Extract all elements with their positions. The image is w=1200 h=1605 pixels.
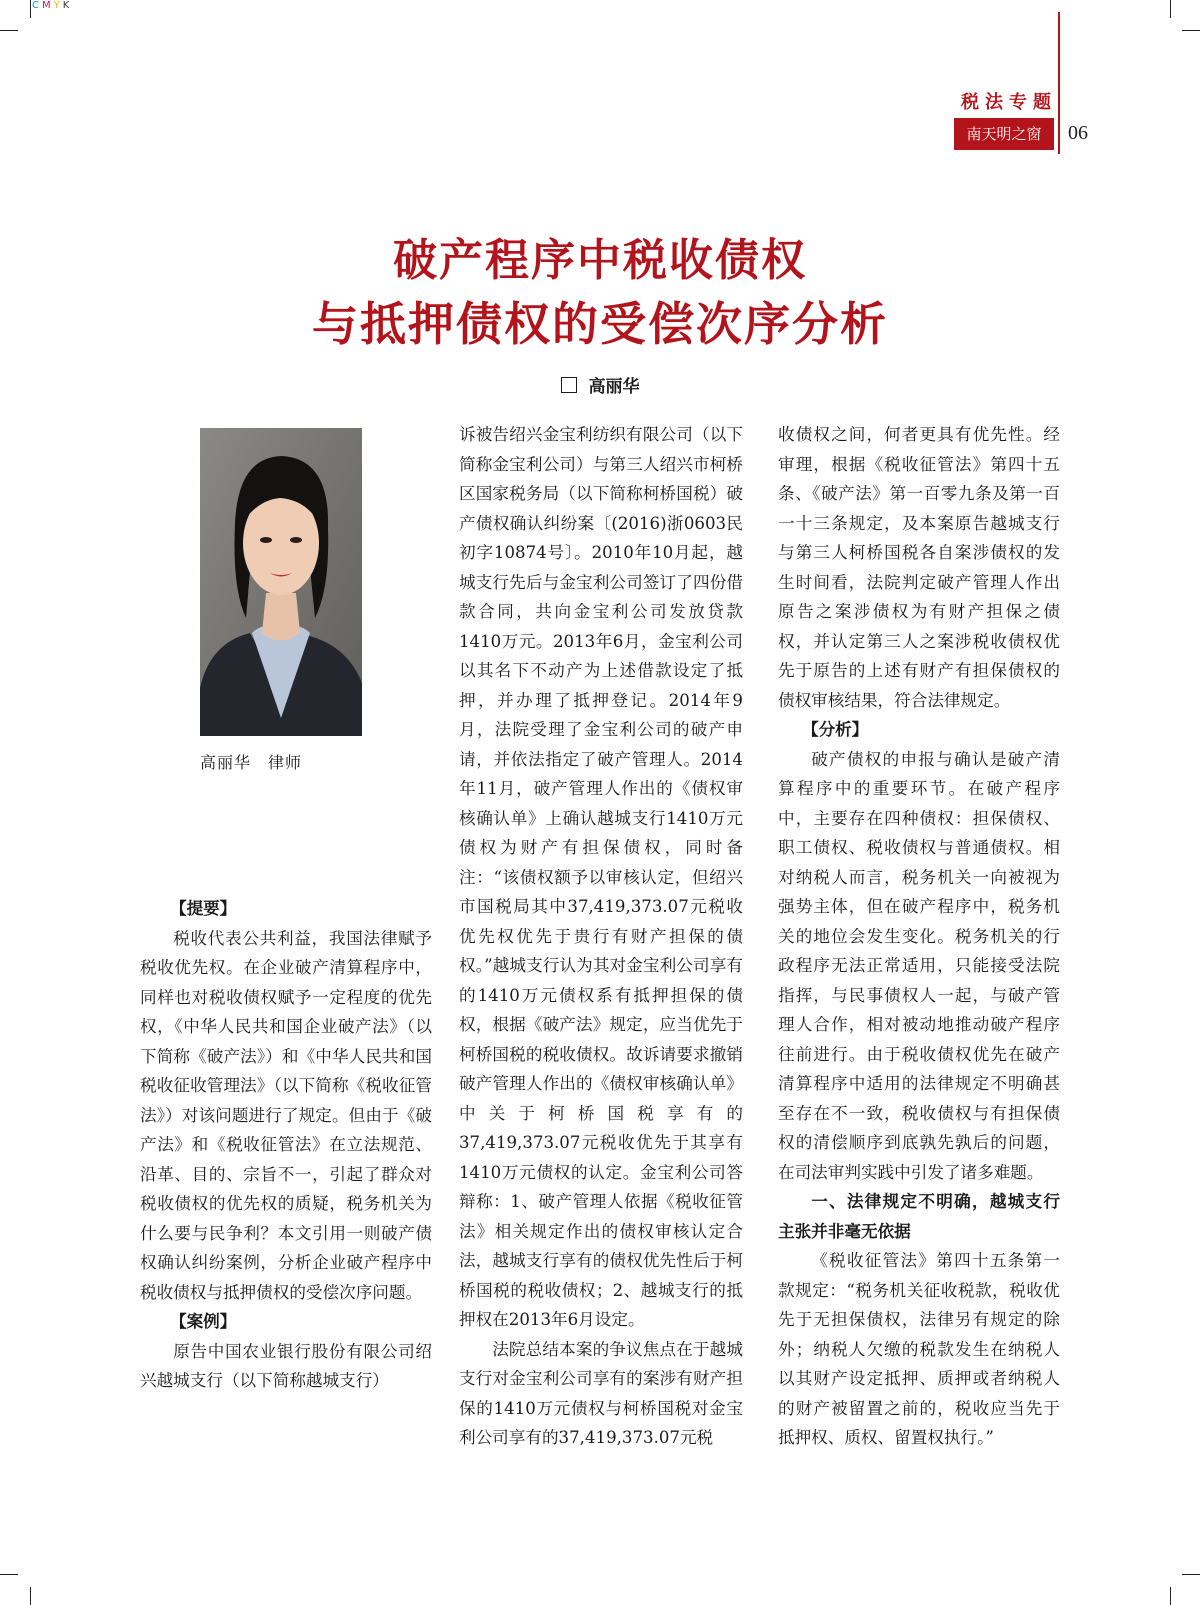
crop-mark-tr-h bbox=[1182, 30, 1200, 31]
cmyk-color-bar bbox=[32, 0, 72, 11]
case-paragraph-start: 原告中国农业银行股份有限公司绍兴越城支行（以下简称越城支行） bbox=[140, 1341, 432, 1390]
section-1-heading: 一、法律规定不明确，越城支行主张并非毫无依据 bbox=[778, 1192, 1060, 1241]
author-photo bbox=[200, 428, 362, 736]
analysis-heading: 【分析】 bbox=[802, 720, 869, 739]
analysis-paragraph: 破产债权的申报与确认是破产清算程序中的重要环节。在破产程序中，主要存在四种债权：担保债权、职工债权、税收债权与普通债权。相对纳税人而言，税务机关一向被视为强势主体，但在破产程序中，税务机关的地位会发生变化。税务机关的行政程序无法正常适用，只能接受法院指挥，与民事债权人一起，与破产管理人合作，相对被动地推动破产程序往前进行。由于税收债权优先在破产清算程序中适用的法律规定不明确甚至存在不一致，税收债权与有担保债权的清偿顺序到底孰先孰后的问题，在司法审判实践中引发了诸多难题。 bbox=[778, 749, 1060, 1182]
crop-mark-br-v bbox=[1170, 1587, 1171, 1605]
crop-mark-bl-h bbox=[0, 1574, 18, 1575]
crop-mark-tl-v bbox=[30, 0, 31, 18]
column-1 bbox=[140, 894, 432, 1396]
court-focus-paragraph: 法院总结本案的争议焦点在于越城支行对金宝利公司享有的案涉有财产担保的1410万元债权与柯桥国税对金宝利公司享有的37,419,373.07元税 bbox=[459, 1339, 743, 1447]
author-name: 高丽华 bbox=[588, 377, 640, 397]
cmyk-m: M bbox=[41, 0, 54, 11]
photo-caption: 高丽华 律师 bbox=[200, 753, 303, 772]
article-title-line2: 与抵押债权的受偿次序分析 bbox=[312, 297, 888, 351]
case-heading: 【案例】 bbox=[170, 1312, 237, 1331]
column-2 bbox=[459, 420, 743, 1453]
case-paragraph-continued: 诉被告绍兴金宝利纺织有限公司（以下简称金宝利公司）与第三人绍兴市柯桥区国家税务局（以下简称柯桥国税）破产债权确认纠纷案〔(2016)浙0603民初字10874号〕。2010年10月起，越城支行先后与金宝利公司签订了四份借款合同，共向金宝利公司发放贷款1410万元。2013年6月，金宝利公司以其名下不动产为上述借款设定了抵押，并办理了抵押登记。2014年9月，法院受理了金宝利公司的破产申请，并依法指定了破产管理人。2014年11月，破产管理人作出的《债权审核确认单》上确认越城支行1410万元债权为财产有担保债权，同时备注：“该债权额予以审核认定，但绍兴市国税局其中37,419,373.07元税收优先权优先于贵行有财产担保的债权。”越城支行认为其对金宝利公司享有的1410万元债权系有抵押担保的债权，根据《破产法》规定，应当优先于柯桥国税的税收债权。故诉请要求撤销破产管理人作出的《债权审核确认单》中关于柯桥国税享有的37,419,373.07元税收优先于其享有1410万元债权的认定。金宝利公司答辩称：1、破产管理人依据《税收征管法》相关规定作出的债权审核认定合法，越城支行享有的债权优先性后于柯桥国税的税收债权；2、越城支行的抵押权在2013年6月设定。 bbox=[459, 425, 743, 1329]
cmyk-c: C bbox=[32, 0, 42, 11]
crop-mark-tl-h bbox=[0, 30, 18, 31]
byline bbox=[0, 372, 1200, 397]
column-3 bbox=[778, 420, 1060, 1453]
cmyk-y: Y bbox=[53, 0, 63, 11]
abstract-body: 税收代表公共利益，我国法律赋予税收优先权。在企业破产清算程序中，同样也对税收债权赋予一定程度的优先权，《中华人民共和国企业破产法》（以下简称《破产法》）和《中华人民共和国税收征收管理法》（以下简称《税收征管法》）对该问题进行了规定。但由于《破产法》和《税收征管法》在立法规范、沿革、目的、宗旨不一，引起了群众对税收债权的优先权的质疑，税务机关为什么要与民争利？本文引用一则破产债权确认纠纷案例，分析企业破产程序中税收债权与抵押债权的受偿次序问题。 bbox=[140, 928, 432, 1302]
page-number: 06 bbox=[1068, 122, 1088, 144]
byline-box-icon bbox=[561, 377, 577, 393]
crop-mark-tr-v bbox=[1170, 0, 1171, 18]
court-focus-continued: 收债权之间，何者更具有优先性。经审理，根据《税收征管法》第四十五条、《破产法》第一百零九条及第一百一十三条规定，及本案原告越城支行与第三人柯桥国税各自案涉债权的发生时间看，法院判定破产管理人作出原告之案涉债权为有财产担保之债权，并认定第三人之案涉税收债权优先于原告的上述有财产有担保债权的债权审核结果，符合法律规定。 bbox=[778, 425, 1060, 710]
crop-mark-bl-v bbox=[30, 1587, 31, 1605]
crop-mark-br-h bbox=[1182, 1574, 1200, 1575]
section-label: 税法专题 bbox=[961, 92, 1057, 113]
abstract-heading: 【提要】 bbox=[170, 899, 237, 918]
law-quote-paragraph: 《税收征管法》第四十五条第一款规定：“税务机关征收税款，税收优先于无担保债权，法律另有规定的除外；纳税人欠缴的税款发生在纳税人以其财产设定抵押、质押或者纳税人的财产被留置之前的，税收应当先于抵押权、质权、留置权执行。” bbox=[778, 1251, 1060, 1447]
cmyk-k: K bbox=[62, 0, 73, 11]
column-name-badge: 南天明之窗 bbox=[954, 118, 1054, 150]
article-title-line1: 破产程序中税收债权 bbox=[393, 235, 807, 286]
header-rule bbox=[1058, 12, 1060, 154]
